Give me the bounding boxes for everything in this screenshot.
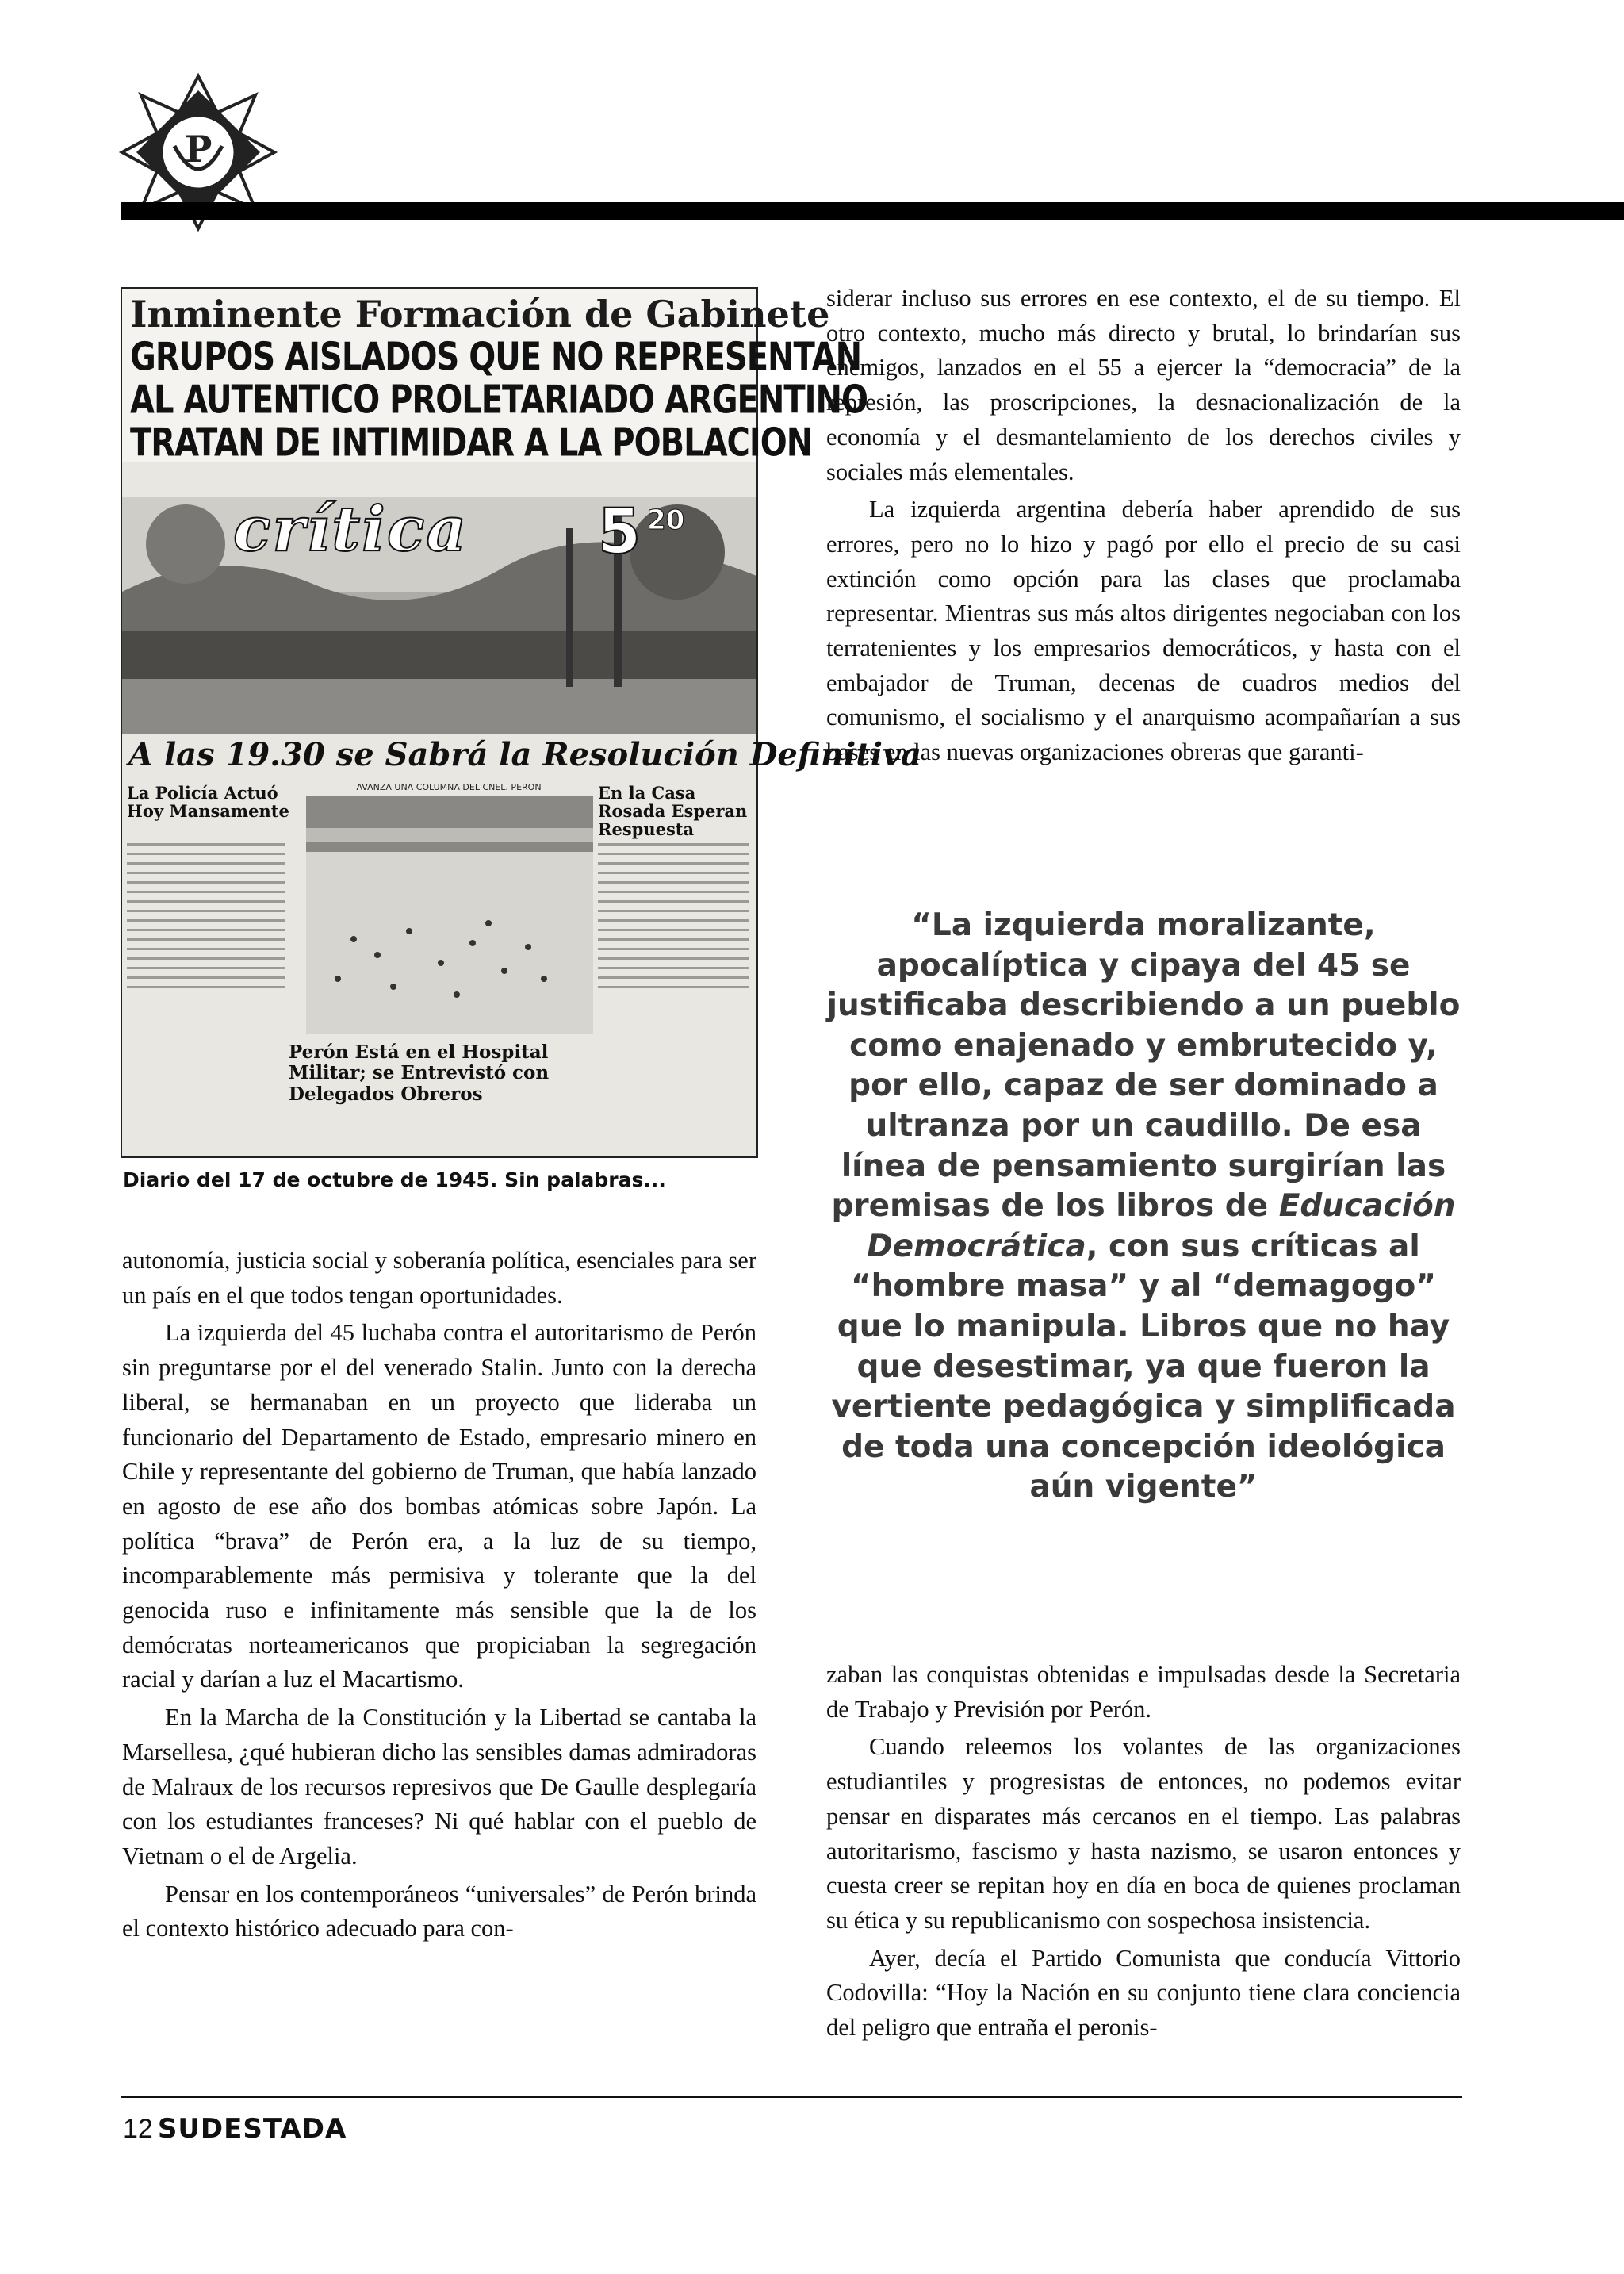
right-column-top (826, 282, 1461, 773)
pull-quote-text-end: , con sus críticas al “hombre masa” y al “demagogo” que lo manipula. Libros que no hay que desestimar, ya que fueron la vertiente pedagógica y simplificada de toda una concepción ideológica aún vigente” (831, 1228, 1456, 1505)
paragraph: Ayer, decía el Partido Comunista que conducía Vittorio Codovilla: “Hoy la Nación en su conjunto tiene clara conciencia del peligro que entraña el peronis- (826, 1944, 1461, 2042)
image-caption: Diario del 17 de octubre de 1945. Sin palabras... (123, 1168, 666, 1191)
masthead-number: 5 (598, 497, 642, 568)
newspaper-header (122, 289, 868, 466)
newspaper-headline-top: Inminente Formación de Gabinete (130, 293, 830, 336)
newspaper-left-text-block (127, 836, 285, 995)
paragraph: autonomía, justicia social y soberanía política, esenciales para ser un país en el que todos tengan oportunidades. (122, 1247, 756, 1309)
footer-rule (121, 2096, 1462, 2098)
newspaper-sub-headline: Perón Está en el Hospital Militar; se Entrevistó con Delegados Obreros (289, 1041, 550, 1105)
paragraph: La izquierda del 45 luchaba contra el autoritarismo de Perón sin preguntarse por el del venerado Stalin. Junto con la derecha liberal, se hermanaban en un proyecto que lideraba un funcionario del Departamento de Estado, empresario minero en Chile y representante del gobierno de Truman, que había lanzado en agosto de ese año dos bombas atómicas sobre Japón. La política “brava” de Perón era, a la luz de su tiempo, incomparablemente más permisiva y tolerante que la del genocida ruso e infinitamente más sensible que la de los demócratas norteamericanos que propiciaban la segregación racial y darían a luz el Macartismo. (122, 1319, 756, 1693)
right-column-bottom (826, 1658, 1461, 2049)
paragraph: Cuando releemos los volantes de las organizaciones estudiantiles y progresistas de entonces, no podemos evitar pensar en disparates más cercanos en el tiempo. Las palabras autoritarismo, fascismo y hasta nazismo, se usaron entonces y cuesta creer se repitan hoy en día en boca de quienes proclaman su ética y su republicanismo con sospechosa insistencia. (826, 1733, 1461, 1934)
magazine-name: SUDESTADA (157, 2113, 347, 2145)
newspaper-headline-line-2: AL AUTENTICO PROLETARIADO ARGENTINO (130, 378, 868, 424)
plaza-photo (306, 796, 593, 1034)
newspaper-headline-resolution: A las 19.30 se Sabrá la Resolución Definitiva (128, 736, 922, 773)
newspaper-right-text-block (598, 836, 749, 995)
pull-quote-text: “La izquierda moralizante, apocalíptica y cipaya del 45 se justificaba describiendo a un pueblo como enajenado y embrutecido y, por ello, capaz de ser dominado a ultranza por un caudillo. De esa línea de pensamiento surgirían las premisas de los libros de (826, 907, 1461, 1225)
newspaper-front-page-image (121, 287, 922, 1158)
masthead-small-number: 20 (647, 504, 685, 536)
newspaper-right-headline: En la Casa Rosada Esperan Respuesta (598, 783, 748, 840)
left-column-bottom (122, 1244, 756, 1950)
newspaper-masthead (122, 493, 756, 584)
paragraph: Pensar en los contemporáneos “universales” de Perón brinda el contexto histórico adecuado para con- (122, 1880, 756, 1942)
newspaper-headline-line-1: GRUPOS AISLADOS QUE NO REPRESENTAN (130, 336, 862, 381)
pull-quote-emphasis: Educación Democrática (867, 1188, 1456, 1264)
logo-letter: P (184, 128, 213, 171)
newspaper-left-headline: La Policía Actuó Hoy Mansamente (127, 783, 289, 822)
page-number: 12 (123, 2114, 153, 2144)
paragraph: En la Marcha de la Constitución y la Libertad se cantaba la Marsellesa, ¿qué hubieran dicho las sensibles damas admiradoras de Malraux de los recursos represivos que De Gaulle desplegaría con los estudiantes franceses? Ni qué hablar con el pueblo de Vietnam o el de Argelia. (122, 1704, 756, 1869)
newspaper-photo-caption: AVANZA UNA COLUMNA DEL CNEL. PERON (356, 782, 542, 792)
paragraph: siderar incluso sus errores en ese contexto, el de su tiempo. El otro contexto, mucho más directo y brutal, lo brindarían sus enemigos, lanzados en el 55 a ejercer la “democracia” de la represión, las proscripciones, la desnacionalización de la economía y el desmantelamiento de los derechos civiles y sociales más elementales. (826, 285, 1461, 485)
page-footer (123, 2113, 347, 2145)
pull-quote (826, 906, 1461, 1508)
plaza-photo-graphic (306, 796, 593, 1034)
paragraph: zaban las conquistas obtenidas e impulsadas desde la Secretaria de Trabajo y Previsión por Perón. (826, 1661, 1461, 1723)
header-rule (121, 202, 1624, 220)
newspaper-headline-line-3: TRATAN DE INTIMIDAR A LA POBLACION (130, 421, 813, 466)
masthead-title: crítica (233, 493, 468, 566)
paragraph: La izquierda argentina debería haber aprendido de sus errores, pero no lo hizo y pagó por ello el precio de su casi extinción como opción para las clases que proclamaba representar. Mientras sus más altos dirigentes negociaban con los terratenientes y los empresarios democráticos, y hasta con el embajador de Truman, decenas de cuadros medios del comunismo, el socialismo y el anarquismo acompañarían a sus bases en las nuevas organizaciones obreras que garanti- (826, 496, 1461, 766)
